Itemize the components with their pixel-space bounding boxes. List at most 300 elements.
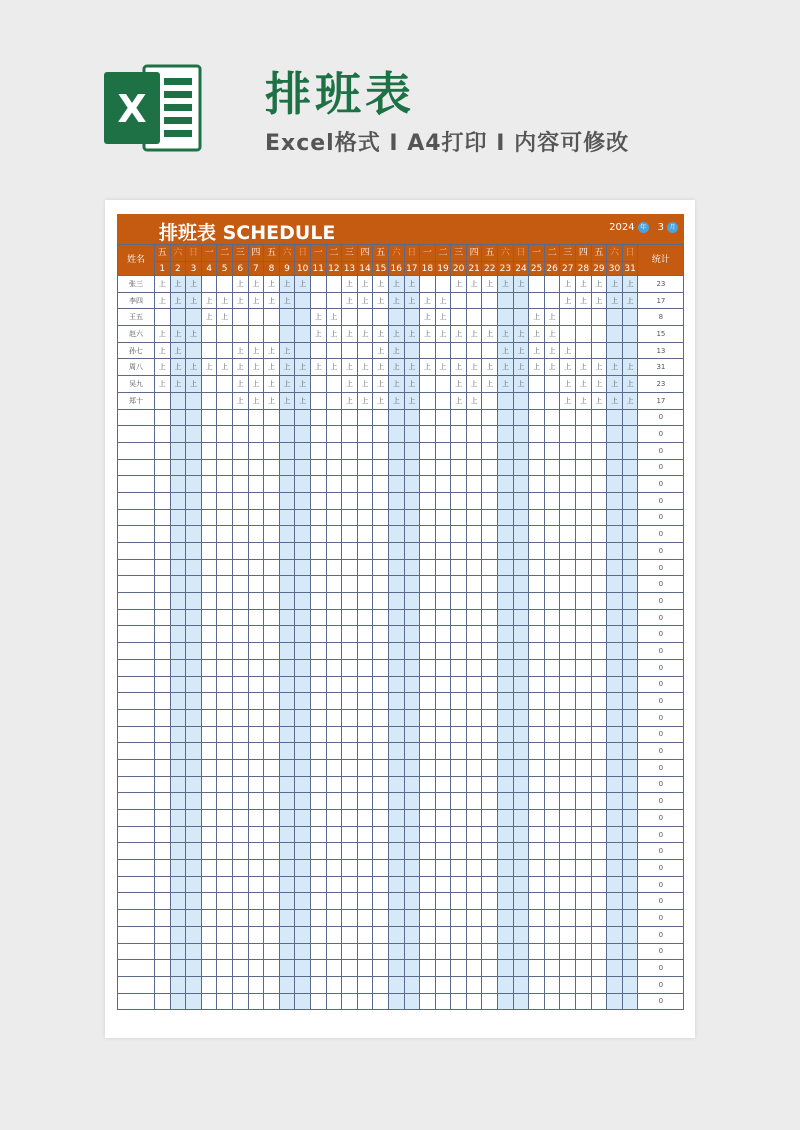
shift-cell[interactable] — [170, 492, 186, 509]
shift-cell[interactable] — [513, 509, 529, 526]
shift-cell[interactable] — [513, 993, 529, 1010]
shift-cell[interactable]: 上 — [451, 276, 467, 293]
shift-cell[interactable] — [529, 826, 545, 843]
shift-cell[interactable]: 上 — [451, 392, 467, 409]
shift-cell[interactable]: 上 — [232, 276, 248, 293]
shift-cell[interactable] — [264, 709, 280, 726]
shift-cell[interactable] — [342, 492, 358, 509]
shift-cell[interactable] — [279, 759, 295, 776]
shift-cell[interactable] — [264, 609, 280, 626]
shift-cell[interactable] — [342, 643, 358, 660]
shift-cell[interactable] — [342, 609, 358, 626]
shift-cell[interactable]: 上 — [232, 292, 248, 309]
shift-cell[interactable] — [295, 342, 311, 359]
shift-cell[interactable] — [279, 476, 295, 493]
shift-cell[interactable]: 上 — [482, 276, 498, 293]
shift-cell[interactable] — [607, 543, 623, 560]
shift-cell[interactable] — [560, 976, 576, 993]
shift-cell[interactable] — [576, 743, 592, 760]
shift-cell[interactable] — [186, 492, 202, 509]
shift-cell[interactable]: 上 — [155, 292, 171, 309]
shift-cell[interactable] — [326, 559, 342, 576]
shift-cell[interactable] — [279, 459, 295, 476]
shift-cell[interactable] — [310, 509, 326, 526]
shift-cell[interactable] — [357, 893, 373, 910]
shift-cell[interactable] — [498, 659, 514, 676]
shift-cell[interactable] — [373, 309, 389, 326]
shift-cell[interactable] — [295, 492, 311, 509]
shift-cell[interactable] — [373, 759, 389, 776]
shift-cell[interactable] — [451, 559, 467, 576]
employee-name[interactable] — [118, 926, 155, 943]
shift-cell[interactable] — [435, 593, 451, 610]
shift-cell[interactable] — [310, 960, 326, 977]
shift-cell[interactable]: 上 — [591, 359, 607, 376]
employee-name[interactable] — [118, 459, 155, 476]
shift-cell[interactable] — [576, 976, 592, 993]
shift-cell[interactable] — [544, 576, 560, 593]
shift-cell[interactable] — [607, 626, 623, 643]
shift-cell[interactable] — [591, 876, 607, 893]
shift-cell[interactable] — [544, 743, 560, 760]
shift-cell[interactable] — [466, 643, 482, 660]
shift-cell[interactable] — [217, 609, 233, 626]
shift-cell[interactable] — [466, 843, 482, 860]
shift-cell[interactable]: 上 — [544, 326, 560, 343]
shift-cell[interactable] — [435, 910, 451, 927]
shift-cell[interactable] — [373, 976, 389, 993]
shift-cell[interactable] — [232, 643, 248, 660]
shift-cell[interactable] — [357, 526, 373, 543]
shift-cell[interactable] — [466, 476, 482, 493]
shift-cell[interactable]: 上 — [388, 359, 404, 376]
shift-cell[interactable] — [342, 743, 358, 760]
employee-name[interactable] — [118, 993, 155, 1010]
shift-cell[interactable] — [607, 659, 623, 676]
shift-cell[interactable] — [560, 659, 576, 676]
shift-cell[interactable]: 上 — [357, 276, 373, 293]
shift-cell[interactable] — [326, 626, 342, 643]
shift-cell[interactable] — [310, 910, 326, 927]
shift-cell[interactable] — [388, 876, 404, 893]
shift-cell[interactable] — [622, 309, 638, 326]
shift-cell[interactable] — [498, 459, 514, 476]
shift-cell[interactable] — [264, 492, 280, 509]
shift-cell[interactable] — [607, 559, 623, 576]
shift-cell[interactable] — [232, 509, 248, 526]
shift-cell[interactable] — [186, 676, 202, 693]
shift-cell[interactable] — [279, 910, 295, 927]
shift-cell[interactable] — [310, 559, 326, 576]
shift-cell[interactable]: 上 — [201, 359, 217, 376]
shift-cell[interactable] — [388, 860, 404, 877]
shift-cell[interactable] — [498, 426, 514, 443]
shift-cell[interactable] — [404, 893, 420, 910]
shift-cell[interactable] — [186, 960, 202, 977]
shift-cell[interactable] — [186, 693, 202, 710]
shift-cell[interactable] — [155, 426, 171, 443]
shift-cell[interactable] — [591, 693, 607, 710]
shift-cell[interactable] — [217, 926, 233, 943]
shift-cell[interactable] — [591, 476, 607, 493]
employee-name[interactable] — [118, 943, 155, 960]
shift-cell[interactable] — [186, 309, 202, 326]
shift-cell[interactable] — [591, 843, 607, 860]
shift-cell[interactable] — [357, 743, 373, 760]
shift-cell[interactable] — [373, 843, 389, 860]
shift-cell[interactable] — [357, 476, 373, 493]
shift-cell[interactable]: 上 — [498, 326, 514, 343]
shift-cell[interactable] — [529, 893, 545, 910]
shift-cell[interactable] — [607, 793, 623, 810]
shift-cell[interactable] — [576, 576, 592, 593]
shift-cell[interactable] — [622, 626, 638, 643]
shift-cell[interactable]: 上 — [435, 292, 451, 309]
shift-cell[interactable]: 上 — [342, 392, 358, 409]
shift-cell[interactable] — [607, 759, 623, 776]
shift-cell[interactable] — [560, 776, 576, 793]
shift-cell[interactable] — [388, 826, 404, 843]
shift-cell[interactable] — [513, 476, 529, 493]
shift-cell[interactable] — [560, 960, 576, 977]
shift-cell[interactable] — [357, 509, 373, 526]
shift-cell[interactable] — [404, 442, 420, 459]
shift-cell[interactable] — [576, 492, 592, 509]
shift-cell[interactable] — [186, 409, 202, 426]
shift-cell[interactable] — [264, 693, 280, 710]
shift-cell[interactable] — [544, 726, 560, 743]
shift-cell[interactable] — [607, 476, 623, 493]
shift-cell[interactable] — [201, 976, 217, 993]
shift-cell[interactable] — [217, 376, 233, 393]
shift-cell[interactable] — [201, 526, 217, 543]
shift-cell[interactable] — [451, 826, 467, 843]
shift-cell[interactable] — [279, 526, 295, 543]
shift-cell[interactable] — [420, 709, 436, 726]
shift-cell[interactable]: 上 — [451, 376, 467, 393]
shift-cell[interactable]: 上 — [576, 359, 592, 376]
shift-cell[interactable] — [560, 793, 576, 810]
shift-cell[interactable] — [217, 576, 233, 593]
shift-cell[interactable] — [295, 626, 311, 643]
shift-cell[interactable] — [404, 459, 420, 476]
shift-cell[interactable] — [435, 876, 451, 893]
shift-cell[interactable] — [529, 759, 545, 776]
shift-cell[interactable] — [622, 709, 638, 726]
shift-cell[interactable] — [342, 759, 358, 776]
shift-cell[interactable] — [513, 559, 529, 576]
shift-cell[interactable] — [217, 693, 233, 710]
shift-cell[interactable] — [420, 776, 436, 793]
shift-cell[interactable]: 上 — [342, 292, 358, 309]
shift-cell[interactable] — [482, 709, 498, 726]
shift-cell[interactable] — [186, 442, 202, 459]
shift-cell[interactable] — [232, 926, 248, 943]
shift-cell[interactable] — [326, 609, 342, 626]
shift-cell[interactable] — [326, 442, 342, 459]
shift-cell[interactable] — [264, 509, 280, 526]
shift-cell[interactable] — [513, 893, 529, 910]
shift-cell[interactable] — [326, 926, 342, 943]
shift-cell[interactable] — [420, 843, 436, 860]
shift-cell[interactable] — [264, 559, 280, 576]
shift-cell[interactable] — [622, 643, 638, 660]
shift-cell[interactable] — [279, 442, 295, 459]
shift-cell[interactable] — [248, 426, 264, 443]
shift-cell[interactable] — [326, 960, 342, 977]
shift-cell[interactable] — [357, 643, 373, 660]
shift-cell[interactable] — [388, 759, 404, 776]
shift-cell[interactable] — [295, 426, 311, 443]
shift-cell[interactable] — [264, 843, 280, 860]
shift-cell[interactable] — [170, 559, 186, 576]
shift-cell[interactable] — [482, 342, 498, 359]
shift-cell[interactable] — [388, 910, 404, 927]
shift-cell[interactable] — [544, 609, 560, 626]
employee-name[interactable] — [118, 693, 155, 710]
shift-cell[interactable] — [279, 743, 295, 760]
shift-cell[interactable] — [544, 843, 560, 860]
shift-cell[interactable] — [607, 726, 623, 743]
shift-cell[interactable] — [576, 776, 592, 793]
shift-cell[interactable] — [373, 609, 389, 626]
employee-name[interactable] — [118, 593, 155, 610]
shift-cell[interactable] — [544, 926, 560, 943]
shift-cell[interactable] — [155, 643, 171, 660]
shift-cell[interactable] — [279, 659, 295, 676]
shift-cell[interactable] — [373, 993, 389, 1010]
employee-name[interactable] — [118, 726, 155, 743]
shift-cell[interactable] — [435, 576, 451, 593]
shift-cell[interactable] — [248, 876, 264, 893]
shift-cell[interactable] — [607, 609, 623, 626]
shift-cell[interactable] — [170, 409, 186, 426]
shift-cell[interactable] — [451, 292, 467, 309]
shift-cell[interactable] — [217, 843, 233, 860]
shift-cell[interactable]: 上 — [217, 292, 233, 309]
shift-cell[interactable] — [576, 659, 592, 676]
shift-cell[interactable] — [310, 826, 326, 843]
shift-cell[interactable] — [544, 426, 560, 443]
shift-cell[interactable]: 上 — [170, 342, 186, 359]
shift-cell[interactable] — [420, 609, 436, 626]
shift-cell[interactable]: 上 — [404, 292, 420, 309]
shift-cell[interactable] — [295, 943, 311, 960]
shift-cell[interactable] — [217, 426, 233, 443]
shift-cell[interactable] — [482, 693, 498, 710]
shift-cell[interactable] — [420, 459, 436, 476]
shift-cell[interactable] — [420, 492, 436, 509]
shift-cell[interactable] — [373, 676, 389, 693]
shift-cell[interactable] — [622, 776, 638, 793]
shift-cell[interactable] — [622, 893, 638, 910]
shift-cell[interactable] — [248, 743, 264, 760]
shift-cell[interactable] — [217, 326, 233, 343]
shift-cell[interactable] — [529, 276, 545, 293]
shift-cell[interactable] — [482, 509, 498, 526]
shift-cell[interactable] — [513, 609, 529, 626]
shift-cell[interactable] — [295, 643, 311, 660]
shift-cell[interactable] — [388, 659, 404, 676]
shift-cell[interactable] — [155, 709, 171, 726]
shift-cell[interactable] — [248, 576, 264, 593]
shift-cell[interactable]: 上 — [513, 326, 529, 343]
shift-cell[interactable] — [529, 910, 545, 927]
shift-cell[interactable] — [373, 492, 389, 509]
shift-cell[interactable] — [373, 576, 389, 593]
shift-cell[interactable]: 上 — [232, 376, 248, 393]
shift-cell[interactable]: 上 — [186, 376, 202, 393]
shift-cell[interactable] — [482, 409, 498, 426]
shift-cell[interactable] — [466, 426, 482, 443]
shift-cell[interactable] — [466, 559, 482, 576]
shift-cell[interactable] — [544, 659, 560, 676]
shift-cell[interactable] — [217, 676, 233, 693]
shift-cell[interactable] — [295, 893, 311, 910]
shift-cell[interactable]: 上 — [357, 326, 373, 343]
shift-cell[interactable] — [201, 709, 217, 726]
shift-cell[interactable] — [576, 526, 592, 543]
shift-cell[interactable] — [310, 926, 326, 943]
shift-cell[interactable] — [201, 893, 217, 910]
shift-cell[interactable] — [560, 609, 576, 626]
shift-cell[interactable] — [607, 442, 623, 459]
shift-cell[interactable] — [560, 593, 576, 610]
shift-cell[interactable] — [435, 659, 451, 676]
shift-cell[interactable] — [295, 860, 311, 877]
shift-cell[interactable] — [498, 609, 514, 626]
shift-cell[interactable] — [326, 659, 342, 676]
shift-cell[interactable] — [498, 593, 514, 610]
shift-cell[interactable] — [576, 543, 592, 560]
shift-cell[interactable] — [279, 593, 295, 610]
shift-cell[interactable] — [576, 459, 592, 476]
shift-cell[interactable] — [482, 659, 498, 676]
shift-cell[interactable] — [435, 826, 451, 843]
shift-cell[interactable] — [591, 743, 607, 760]
shift-cell[interactable] — [607, 492, 623, 509]
shift-cell[interactable] — [342, 593, 358, 610]
shift-cell[interactable] — [373, 943, 389, 960]
shift-cell[interactable] — [232, 326, 248, 343]
shift-cell[interactable] — [326, 292, 342, 309]
shift-cell[interactable] — [279, 810, 295, 827]
shift-cell[interactable] — [217, 910, 233, 927]
shift-cell[interactable] — [576, 726, 592, 743]
shift-cell[interactable] — [326, 826, 342, 843]
shift-cell[interactable] — [591, 309, 607, 326]
employee-name[interactable]: 张三 — [118, 276, 155, 293]
shift-cell[interactable] — [482, 442, 498, 459]
shift-cell[interactable] — [591, 810, 607, 827]
shift-cell[interactable]: 上 — [357, 392, 373, 409]
shift-cell[interactable] — [155, 743, 171, 760]
shift-cell[interactable] — [591, 326, 607, 343]
shift-cell[interactable] — [342, 776, 358, 793]
shift-cell[interactable] — [170, 743, 186, 760]
shift-cell[interactable] — [357, 426, 373, 443]
shift-cell[interactable] — [186, 476, 202, 493]
shift-cell[interactable] — [544, 810, 560, 827]
shift-cell[interactable] — [607, 509, 623, 526]
shift-cell[interactable] — [498, 759, 514, 776]
shift-cell[interactable]: 上 — [466, 276, 482, 293]
shift-cell[interactable] — [576, 709, 592, 726]
shift-cell[interactable] — [544, 409, 560, 426]
shift-cell[interactable] — [295, 459, 311, 476]
shift-cell[interactable] — [248, 676, 264, 693]
shift-cell[interactable] — [420, 743, 436, 760]
shift-cell[interactable] — [529, 993, 545, 1010]
shift-cell[interactable] — [342, 709, 358, 726]
shift-cell[interactable] — [622, 609, 638, 626]
shift-cell[interactable] — [560, 860, 576, 877]
shift-cell[interactable] — [217, 593, 233, 610]
shift-cell[interactable] — [451, 910, 467, 927]
shift-cell[interactable] — [482, 292, 498, 309]
shift-cell[interactable] — [451, 876, 467, 893]
shift-cell[interactable] — [420, 426, 436, 443]
shift-cell[interactable] — [279, 609, 295, 626]
employee-name[interactable] — [118, 409, 155, 426]
shift-cell[interactable] — [155, 810, 171, 827]
shift-cell[interactable] — [232, 843, 248, 860]
shift-cell[interactable] — [310, 292, 326, 309]
shift-cell[interactable] — [435, 442, 451, 459]
shift-cell[interactable] — [544, 793, 560, 810]
shift-cell[interactable] — [529, 543, 545, 560]
shift-cell[interactable] — [248, 409, 264, 426]
shift-cell[interactable] — [466, 509, 482, 526]
shift-cell[interactable]: 上 — [295, 392, 311, 409]
shift-cell[interactable] — [155, 626, 171, 643]
shift-cell[interactable] — [248, 476, 264, 493]
shift-cell[interactable] — [342, 926, 358, 943]
shift-cell[interactable] — [420, 960, 436, 977]
shift-cell[interactable] — [591, 826, 607, 843]
shift-cell[interactable] — [420, 342, 436, 359]
shift-cell[interactable] — [232, 693, 248, 710]
shift-cell[interactable] — [466, 442, 482, 459]
shift-cell[interactable] — [232, 676, 248, 693]
shift-cell[interactable] — [576, 326, 592, 343]
shift-cell[interactable] — [420, 810, 436, 827]
shift-cell[interactable] — [622, 442, 638, 459]
shift-cell[interactable] — [217, 876, 233, 893]
shift-cell[interactable]: 上 — [326, 309, 342, 326]
shift-cell[interactable] — [170, 693, 186, 710]
shift-cell[interactable] — [513, 693, 529, 710]
shift-cell[interactable] — [513, 876, 529, 893]
shift-cell[interactable] — [451, 926, 467, 943]
shift-cell[interactable] — [591, 526, 607, 543]
employee-name[interactable] — [118, 843, 155, 860]
shift-cell[interactable] — [544, 626, 560, 643]
shift-cell[interactable]: 上 — [388, 292, 404, 309]
shift-cell[interactable] — [513, 659, 529, 676]
shift-cell[interactable] — [607, 676, 623, 693]
shift-cell[interactable]: 上 — [576, 392, 592, 409]
shift-cell[interactable] — [607, 426, 623, 443]
shift-cell[interactable] — [482, 960, 498, 977]
shift-cell[interactable] — [466, 993, 482, 1010]
shift-cell[interactable] — [622, 943, 638, 960]
shift-cell[interactable] — [544, 476, 560, 493]
shift-cell[interactable]: 上 — [264, 392, 280, 409]
shift-cell[interactable] — [186, 876, 202, 893]
shift-cell[interactable]: 上 — [248, 292, 264, 309]
shift-cell[interactable] — [186, 459, 202, 476]
